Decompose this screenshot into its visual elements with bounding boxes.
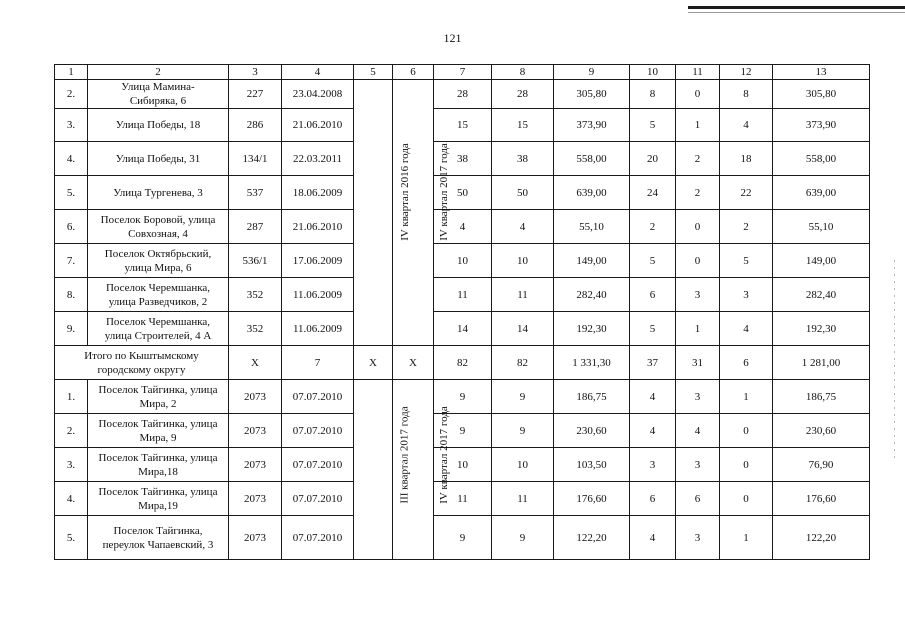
value-cell: 50 — [434, 176, 492, 210]
table-row — [55, 176, 870, 210]
value-cell: 558,00 — [773, 142, 870, 176]
address-cell — [88, 414, 229, 448]
value-cell: 3 — [676, 380, 720, 414]
value-cell: 122,20 — [773, 516, 870, 560]
column-number: 12 — [720, 65, 773, 80]
value-cell: 0 — [676, 210, 720, 244]
value-cell: 122,20 — [554, 516, 630, 560]
scan-margin-marks — [894, 260, 895, 460]
row-number: 5. — [55, 176, 88, 210]
value-cell: 2 — [676, 176, 720, 210]
value-cell: 4 — [720, 312, 773, 346]
value-cell: 4 — [630, 414, 676, 448]
value-cell: 24 — [630, 176, 676, 210]
value-cell: 9 — [434, 414, 492, 448]
value-cell: 0 — [676, 80, 720, 109]
value-cell: 11 — [492, 278, 554, 312]
value-cell: 9 — [434, 380, 492, 414]
value-cell: 1 — [720, 516, 773, 560]
value-cell: 11 — [434, 482, 492, 516]
address-line-1: Поселок Тайгинка, улица — [98, 485, 218, 498]
address-cell — [88, 176, 229, 210]
value-cell: 38 — [434, 142, 492, 176]
address-cell — [88, 278, 229, 312]
address-cell — [88, 244, 229, 278]
table-row — [55, 278, 870, 312]
cadastral-cell: 286 — [229, 109, 282, 142]
value-cell: 282,40 — [554, 278, 630, 312]
total-label-line-2: городскому округу — [97, 363, 186, 376]
total-label — [55, 346, 229, 380]
housing-table — [54, 64, 870, 560]
cadastral-cell: 287 — [229, 210, 282, 244]
column-number: 9 — [554, 65, 630, 80]
row-number: 5. — [55, 516, 88, 560]
table-row — [55, 380, 870, 414]
cadastral-cell: 536/1 — [229, 244, 282, 278]
table-row — [55, 109, 870, 142]
value-cell: 4 — [630, 516, 676, 560]
date-cell: 23.04.2008 — [282, 80, 354, 109]
address-cell — [88, 210, 229, 244]
page-number: 121 — [443, 31, 462, 45]
value-cell: 192,30 — [554, 312, 630, 346]
column-number: 8 — [492, 65, 554, 80]
address-cell — [88, 448, 229, 482]
value-cell: 6 — [630, 278, 676, 312]
value-cell: 9 — [492, 380, 554, 414]
value-cell: 8 — [630, 80, 676, 109]
date-cell: 07.07.2010 — [282, 448, 354, 482]
total-value: 82 — [492, 346, 554, 380]
value-cell: 15 — [492, 109, 554, 142]
date-cell: 07.07.2010 — [282, 516, 354, 560]
total-value: 82 — [434, 346, 492, 380]
period-label: IV квартал 2017 года — [437, 406, 450, 504]
table-row — [55, 244, 870, 278]
value-cell: 0 — [676, 244, 720, 278]
date-cell: 11.06.2009 — [282, 278, 354, 312]
column-number: 10 — [630, 65, 676, 80]
address-line-1: Поселок Боровой, улица — [100, 213, 216, 226]
value-cell: 2 — [676, 142, 720, 176]
value-cell: 149,00 — [773, 244, 870, 278]
value-cell: 5 — [720, 244, 773, 278]
cadastral-cell: 352 — [229, 312, 282, 346]
address-line-2: Совхозная, 4 — [128, 227, 188, 240]
table-row — [55, 414, 870, 448]
row-number: 3. — [55, 109, 88, 142]
address-line-2: улица Разведчиков, 2 — [108, 295, 208, 308]
value-cell: 9 — [492, 414, 554, 448]
value-cell: 6 — [630, 482, 676, 516]
date-cell: 11.06.2009 — [282, 312, 354, 346]
address-line-1: Поселок Октябрьский, — [104, 247, 212, 260]
value-cell: 373,90 — [773, 109, 870, 142]
address-line-1: Улица Тургенева, 3 — [113, 186, 203, 199]
value-cell: 4 — [434, 210, 492, 244]
value-cell: 0 — [720, 414, 773, 448]
cadastral-cell: 134/1 — [229, 142, 282, 176]
value-cell: 0 — [720, 448, 773, 482]
table-row — [55, 312, 870, 346]
value-cell: 9 — [434, 516, 492, 560]
row-number: 4. — [55, 482, 88, 516]
value-cell: 2 — [630, 210, 676, 244]
value-cell: 1 — [676, 312, 720, 346]
value-cell: 3 — [676, 448, 720, 482]
row-number: 4. — [55, 142, 88, 176]
row-number: 3. — [55, 448, 88, 482]
address-line-1: Улица Победы, 31 — [115, 152, 201, 165]
value-cell: 22 — [720, 176, 773, 210]
column-number: 13 — [773, 65, 870, 80]
date-cell: 22.03.2011 — [282, 142, 354, 176]
table-row — [55, 482, 870, 516]
value-cell: 305,80 — [773, 80, 870, 109]
date-cell: 21.06.2010 — [282, 210, 354, 244]
value-cell: 76,90 — [773, 448, 870, 482]
cadastral-cell: 2073 — [229, 414, 282, 448]
value-cell: 14 — [434, 312, 492, 346]
period-label: III квартал 2017 года — [398, 406, 411, 504]
row-number: 2. — [55, 414, 88, 448]
date-cell: 21.06.2010 — [282, 109, 354, 142]
value-cell: 186,75 — [554, 380, 630, 414]
value-cell: 11 — [492, 482, 554, 516]
table-row — [55, 142, 870, 176]
value-cell: 15 — [434, 109, 492, 142]
value-cell: 10 — [492, 244, 554, 278]
value-cell: 1 — [720, 380, 773, 414]
value-cell: 20 — [630, 142, 676, 176]
value-cell: 10 — [434, 448, 492, 482]
value-cell: 4 — [676, 414, 720, 448]
value-cell: 50 — [492, 176, 554, 210]
value-cell: 55,10 — [554, 210, 630, 244]
value-cell: 230,60 — [773, 414, 870, 448]
address-line-1: Поселок Тайгинка, улица — [98, 417, 218, 430]
total-value: 31 — [676, 346, 720, 380]
address-cell — [88, 482, 229, 516]
value-cell: 28 — [492, 80, 554, 109]
address-line-1: Поселок Черемшанка, — [105, 315, 211, 328]
row-number: 1. — [55, 380, 88, 414]
table-row — [55, 448, 870, 482]
cadastral-cell: 227 — [229, 80, 282, 109]
value-cell: 103,50 — [554, 448, 630, 482]
address-line-1: Поселок Черемшанка, — [105, 281, 211, 294]
value-cell: 14 — [492, 312, 554, 346]
period-label: IV квартал 2016 года — [398, 143, 411, 241]
row-number: 8. — [55, 278, 88, 312]
address-line-1: Поселок Тайгинка, улица — [98, 383, 218, 396]
value-cell: 38 — [492, 142, 554, 176]
header-rule-thin — [688, 12, 905, 13]
value-cell: 558,00 — [554, 142, 630, 176]
period-start-cell — [354, 380, 411, 560]
value-cell: 3 — [676, 516, 720, 560]
address-cell — [88, 380, 229, 414]
row-number: 2. — [55, 80, 88, 109]
column-number: 2 — [88, 65, 229, 80]
value-cell: 2 — [720, 210, 773, 244]
cadastral-cell: 537 — [229, 176, 282, 210]
value-cell: 3 — [720, 278, 773, 312]
value-cell: 373,90 — [554, 109, 630, 142]
total-value: X — [354, 346, 393, 380]
total-value: 1 281,00 — [773, 346, 870, 380]
address-cell — [88, 142, 229, 176]
value-cell: 3 — [630, 448, 676, 482]
value-cell: 282,40 — [773, 278, 870, 312]
address-line-2: переулок Чапаевский, 3 — [102, 538, 214, 551]
address-cell — [88, 80, 229, 109]
period-start-cell — [354, 80, 411, 346]
address-line-1: Поселок Тайгинка, улица — [98, 451, 218, 464]
cadastral-cell: 2073 — [229, 380, 282, 414]
value-cell: 5 — [630, 244, 676, 278]
address-line-1: Улица Мамина- — [121, 81, 195, 93]
address-line-2: улица Строителей, 4 А — [104, 329, 212, 342]
address-line-2: Сибиряка, 6 — [129, 95, 187, 107]
table-row — [55, 516, 870, 560]
table-row — [55, 210, 870, 244]
address-cell — [88, 516, 229, 560]
column-number: 7 — [434, 65, 492, 80]
cadastral-cell: 2073 — [229, 482, 282, 516]
total-row — [55, 346, 870, 380]
value-cell: 11 — [434, 278, 492, 312]
value-cell: 639,00 — [773, 176, 870, 210]
date-cell: 07.07.2010 — [282, 380, 354, 414]
table-body — [55, 65, 870, 560]
total-value: 7 — [282, 346, 354, 380]
value-cell: 3 — [676, 278, 720, 312]
value-cell: 4 — [720, 109, 773, 142]
value-cell: 28 — [434, 80, 492, 109]
value-cell: 176,60 — [554, 482, 630, 516]
table-row — [55, 80, 870, 109]
date-cell: 18.06.2009 — [282, 176, 354, 210]
total-value: X — [393, 346, 434, 380]
address-cell — [88, 109, 229, 142]
cadastral-cell: 352 — [229, 278, 282, 312]
address-line-2: улица Мира, 6 — [124, 261, 192, 274]
row-number: 6. — [55, 210, 88, 244]
value-cell: 10 — [492, 448, 554, 482]
value-cell: 55,10 — [773, 210, 870, 244]
value-cell: 230,60 — [554, 414, 630, 448]
value-cell: 4 — [492, 210, 554, 244]
column-number: 5 — [354, 65, 393, 80]
address-cell — [88, 312, 229, 346]
total-value: 37 — [630, 346, 676, 380]
address-line-2: Мира,19 — [138, 499, 178, 512]
address-line-2: Мира,18 — [138, 465, 178, 478]
value-cell: 176,60 — [773, 482, 870, 516]
column-number: 4 — [282, 65, 354, 80]
total-value: 1 331,30 — [554, 346, 630, 380]
total-value: X — [229, 346, 282, 380]
value-cell: 149,00 — [554, 244, 630, 278]
column-number: 11 — [676, 65, 720, 80]
value-cell: 6 — [676, 482, 720, 516]
column-number: 1 — [55, 65, 88, 80]
period-label: IV квартал 2017 года — [437, 143, 450, 241]
value-cell: 1 — [676, 109, 720, 142]
address-line-2: Мира, 9 — [139, 431, 177, 444]
value-cell: 192,30 — [773, 312, 870, 346]
value-cell: 4 — [630, 380, 676, 414]
column-number: 3 — [229, 65, 282, 80]
date-cell: 17.06.2009 — [282, 244, 354, 278]
total-label-line-1: Итого по Кыштымскому — [84, 349, 199, 362]
address-line-1: Улица Победы, 18 — [115, 119, 201, 131]
value-cell: 9 — [492, 516, 554, 560]
date-cell: 07.07.2010 — [282, 414, 354, 448]
value-cell: 186,75 — [773, 380, 870, 414]
cadastral-cell: 2073 — [229, 516, 282, 560]
value-cell: 18 — [720, 142, 773, 176]
value-cell: 8 — [720, 80, 773, 109]
row-number: 9. — [55, 312, 88, 346]
address-line-2: Мира, 2 — [139, 397, 177, 410]
value-cell: 10 — [434, 244, 492, 278]
value-cell: 5 — [630, 312, 676, 346]
cadastral-cell: 2073 — [229, 448, 282, 482]
column-number-row — [55, 65, 870, 80]
header-rule — [688, 6, 905, 9]
total-value: 6 — [720, 346, 773, 380]
date-cell: 07.07.2010 — [282, 482, 354, 516]
value-cell: 5 — [630, 109, 676, 142]
value-cell: 639,00 — [554, 176, 630, 210]
value-cell: 305,80 — [554, 80, 630, 109]
address-line-1: Поселок Тайгинка, — [113, 524, 203, 537]
value-cell: 0 — [720, 482, 773, 516]
row-number: 7. — [55, 244, 88, 278]
column-number: 6 — [393, 65, 434, 80]
